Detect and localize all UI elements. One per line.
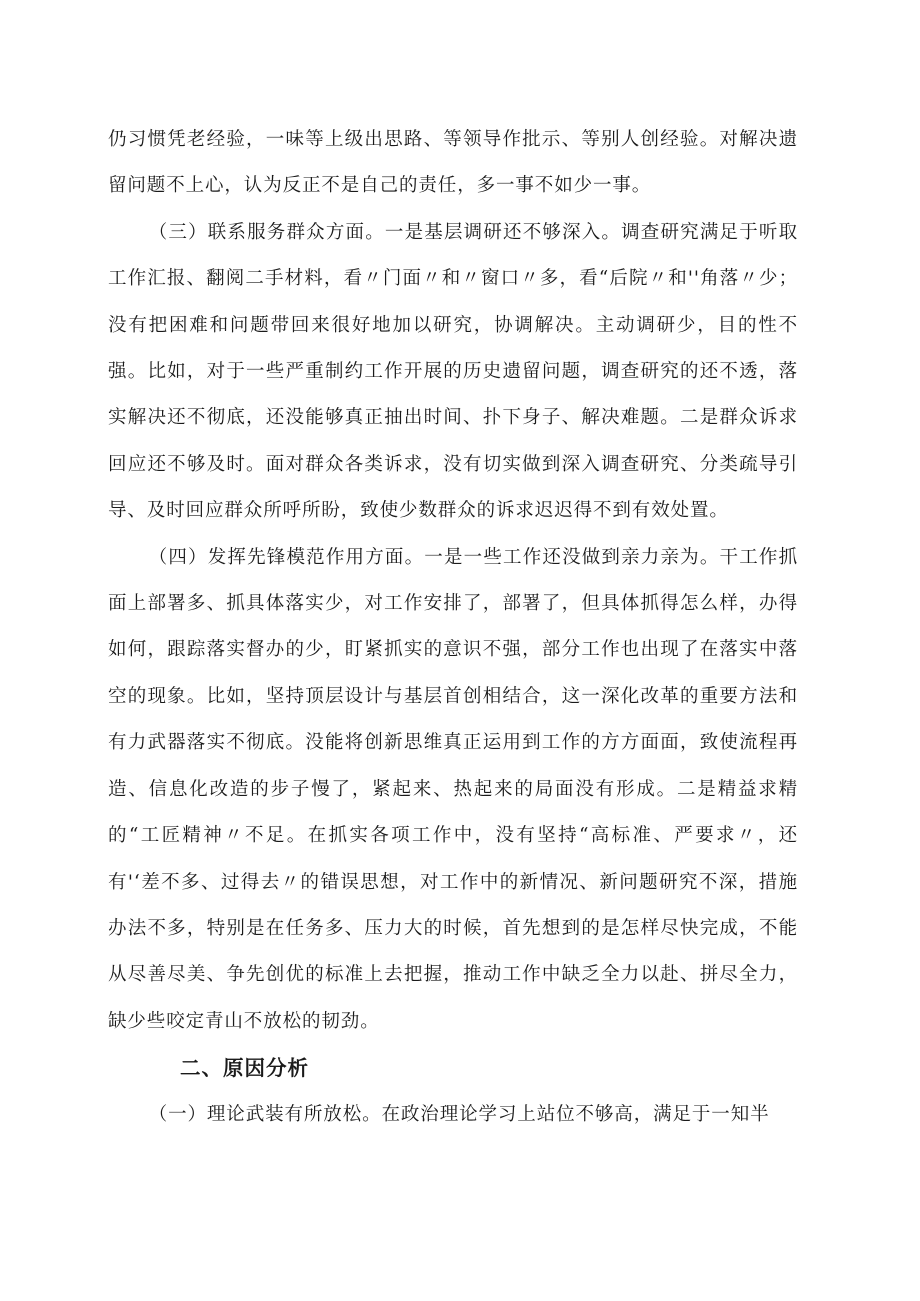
section-heading: 二、原因分析 — [180, 1056, 309, 1081]
document-body — [108, 117, 798, 1138]
paragraph-pioneer-role: （四）发挥先锋模范作用方面。一是一些工作还没做到亲力亲为。干工作抓面上部署多、抓具体落实少，对工作安排了，部署了，但具体抓得怎么样，办得如何，跟踪落实督办的少，盯紧抓实的意识不强，部分工作也出现了在落实中落空的现象。比如，坚持顶层设计与基层首创相结合，这一深化改革的重要方法和有力武器落实不彻底。没能将创新思维真正运用到工作的方方面面，致使流程再造、信息化改造的步子慢了，紧起来、热起来的局面没有形成。二是精益求精的“工匠精神〃不足。在抓实各项工作中，没有坚持“高标准、严要求〃，还有'‘差不多、过得去〃的错误思想，对工作中的新情况、新问题研究不深，措施办法不多，特别是在任务多、压力大的时候，首先想到的是怎样尽快完成，不能从尽善尽美、争先创优的标准上去把握，推动工作中缺乏全力以赴、拼尽全力，缺少些咬定青山不放松的韧劲。 — [108, 546, 798, 1032]
paragraph-continued: 仍习惯凭老经验，一味等上级出思路、等领导作批示、等别人创经验。对解决遗留问题不上心，认为反正不是自己的责任，多一事不如少一事。 — [108, 129, 798, 197]
paragraph-liaison-service: （三）联系服务群众方面。一是基层调研还不够深入。调查研究满足于听取工作汇报、翻阅二手材料，看〃门面〃和〃窗口〃多，看“后院〃和''角落〃少；没有把困难和问题带回来很好地加以研究，协调解决。主动调研少，目的性不强。比如，对于一些严重制约工作开展的历史遗留问题，调查研究的还不透，落实解决还不彻底，还没能够真正抽出时间、扑下身子、解决难题。二是群众诉求回应还不够及时。面对群众各类诉求，没有切实做到深入调查研究、分类疏导引导、及时回应群众所呼所盼，致使少数群众的诉求迟迟得不到有效处置。 — [108, 221, 798, 522]
paragraph-theory-arming: （一）理论武装有所放松。在政治理论学习上站位不够高，满足于一知半 — [148, 1103, 770, 1125]
